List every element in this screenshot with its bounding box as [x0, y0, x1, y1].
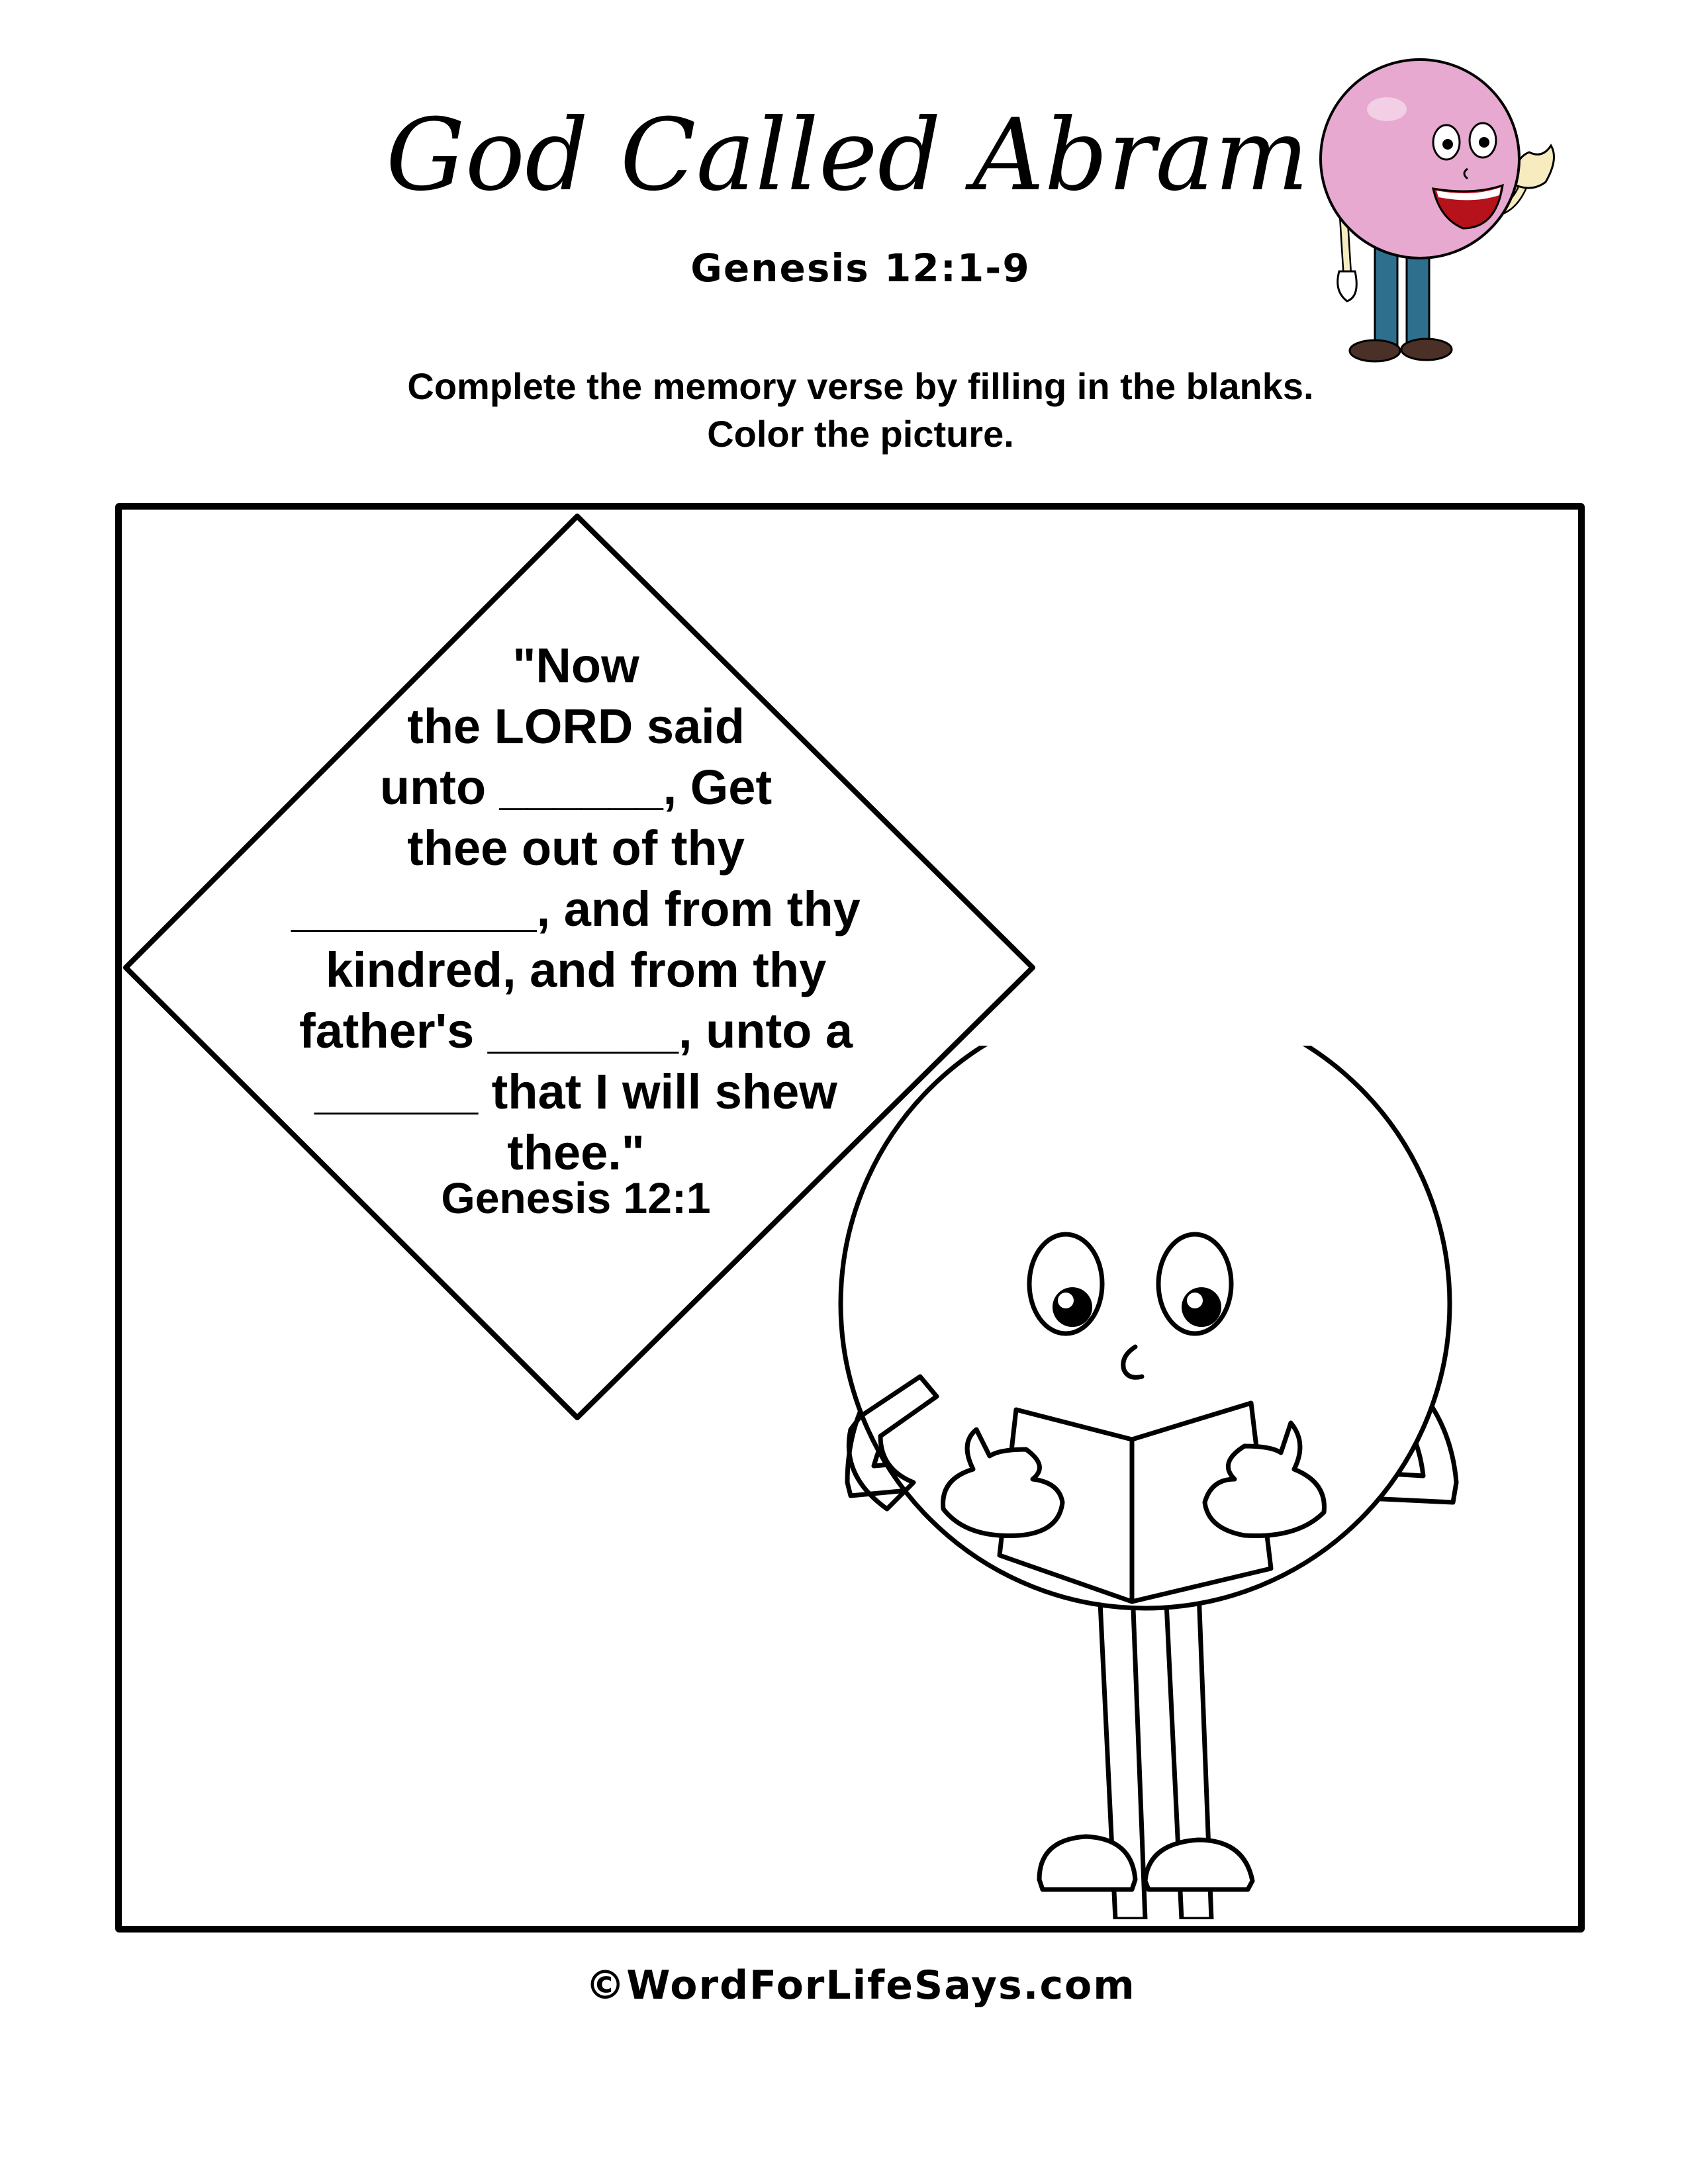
verse-line: _________, and from thy	[291, 882, 861, 936]
waving-mascot-icon	[1314, 53, 1579, 371]
verse-line: kindred, and from thy	[325, 942, 827, 997]
reading-character-icon	[821, 1046, 1549, 1919]
verse-line: unto ______, Get	[379, 760, 773, 815]
verse-line: the LORD said	[407, 699, 745, 754]
instructions-line-1: Complete the memory verse by filling in the blanks.	[407, 365, 1314, 407]
verse-line: "Now	[512, 638, 639, 693]
instructions	[265, 363, 1456, 458]
verse-line: thee."	[507, 1125, 645, 1180]
copyright-footer: ©WordForLifeSays.com	[585, 1962, 1136, 2009]
verse-reference: Genesis 12:1	[441, 1173, 711, 1222]
instructions-line-2: Color the picture.	[707, 413, 1014, 455]
scripture-reference: Genesis 12:1-9	[690, 246, 1031, 291]
memory-verse	[245, 635, 907, 1183]
verse-line: father's _______, unto a	[299, 1003, 853, 1058]
page-title: God Called Abram	[385, 98, 1309, 213]
verse-line: ______ that I will shew	[314, 1064, 837, 1119]
verse-line: thee out of thy	[407, 821, 745, 876]
